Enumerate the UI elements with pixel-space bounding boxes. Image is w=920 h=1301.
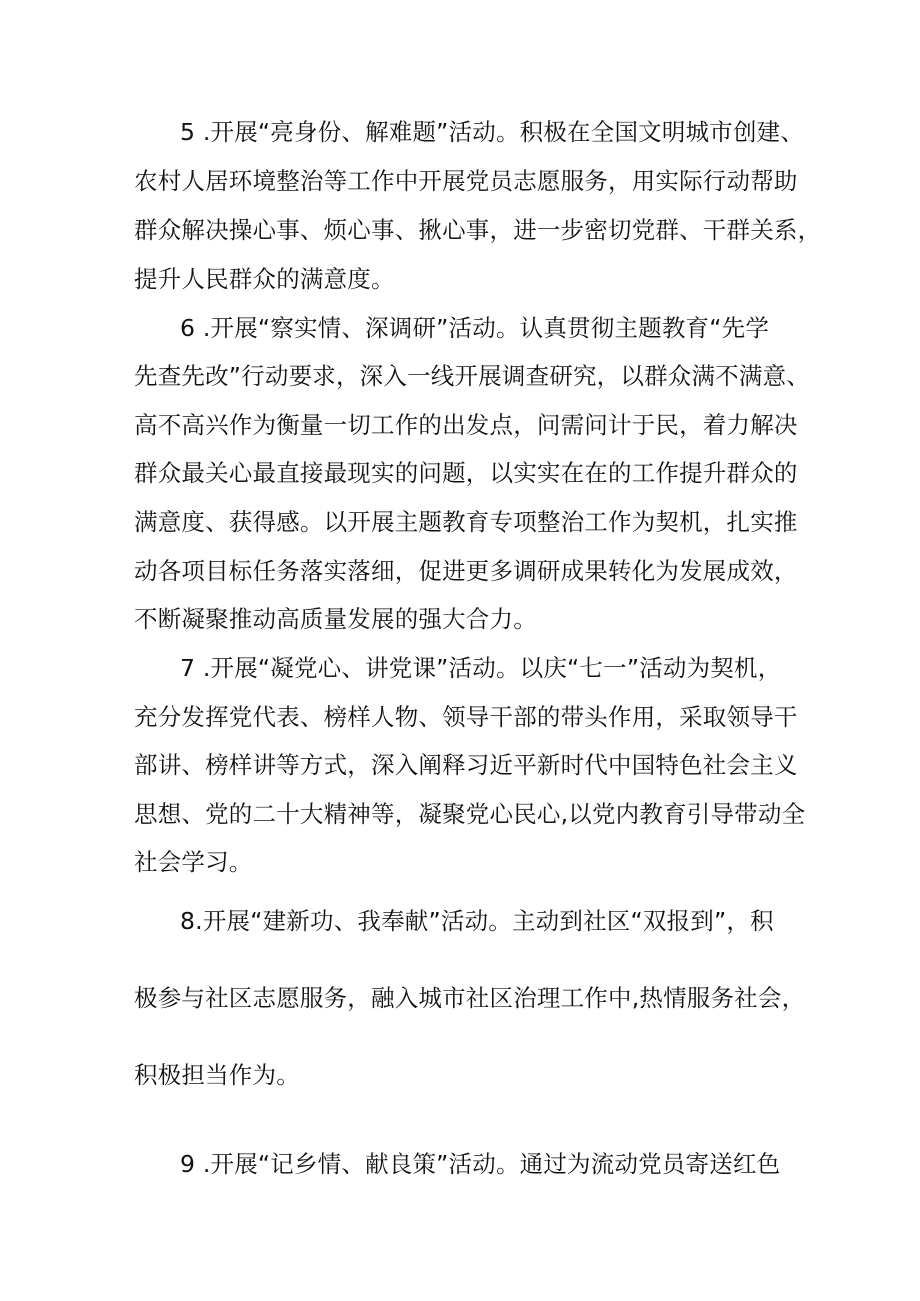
paragraph-7-line-5: 社会学习。 [134,848,253,876]
paragraph-6-line-1: 6 .开展“察实情、深调研”活动。认真贯彻主题教育“先学 [180,314,770,342]
paragraph-5-line-1: 5 .开展“亮身份、解难题”活动。积极在全国文明城市创建、 [180,118,805,146]
paragraph-7-line-4: 思想、党的二十大精神等，凝聚党心民心,以党内教育引导带动全 [134,800,806,828]
paragraph-5-line-3: 群众解决操心事、烦心事、揪心事，进一步密切党群、干群关系， [134,216,822,244]
paragraph-6-line-4: 群众最关心最直接最现实的问题，以实实在在的工作提升群众的 [134,459,798,487]
paragraph-7-line-3: 部讲、榜样讲等方式，深入阐释习近平新时代中国特色社会主义 [134,751,798,779]
paragraph-7-line-2: 充分发挥党代表、榜样人物、领导干部的带头作用，采取领导干 [134,703,798,731]
paragraph-8-line-1: 8.开展“建新功、我奉献”活动。主动到社区“双报到”，积 [180,907,774,935]
paragraph-6-line-7: 不断凝聚推动高质量发展的强大合力。 [134,605,537,633]
paragraph-6-line-3: 高不高兴作为衡量一切工作的出发点，问需问计于民，着力解决 [134,411,798,439]
paragraph-6-line-5: 满意度、获得感。以开展主题教育专项整治工作为契机，扎实推 [134,508,798,536]
paragraph-6-line-6: 动各项目标任务落实落细，促进更多调研成果转化为发展成效， [134,557,798,585]
paragraph-8-line-2: 极参与社区志愿服务，融入城市社区治理工作中,热情服务社会， [134,984,806,1012]
paragraph-9-line-1: 9 .开展“记乡情、献良策”活动。通过为流动党员寄送红色 [180,1150,781,1178]
paragraph-5-line-2: 农村人居环境整治等工作中开展党员志愿服务，用实际行动帮助 [134,167,798,195]
paragraph-8-line-3: 积极担当作为。 [134,1061,300,1089]
paragraph-7-line-1: 7 .开展“凝党心、讲党课”活动。以庆“七一”活动为契机， [180,654,782,682]
paragraph-6-line-2: 先查先改”行动要求，深入一线开展调查研究，以群众满不满意、 [134,362,810,390]
paragraph-5-line-4: 提升人民群众的满意度。 [134,265,395,293]
